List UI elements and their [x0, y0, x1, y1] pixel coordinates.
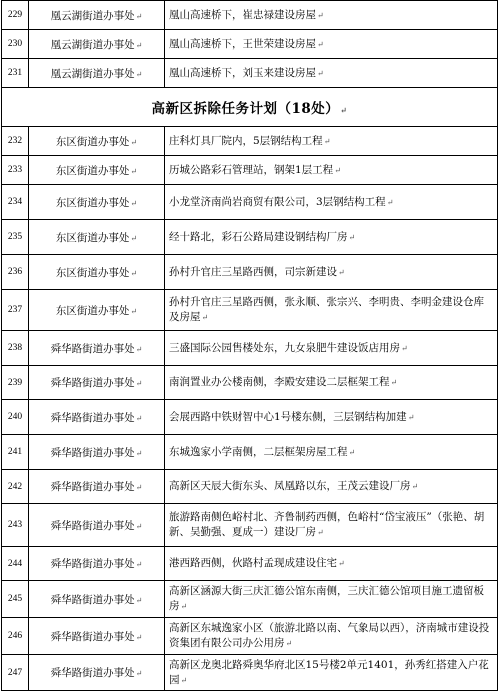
row-number: 238	[2, 331, 29, 366]
office-name: 东区街道办事处	[55, 266, 130, 279]
location-cell	[165, 366, 498, 400]
table-row	[2, 30, 498, 59]
row-number: 239	[2, 366, 29, 400]
location-cell	[165, 30, 498, 59]
location-cell	[165, 220, 498, 255]
office-cell	[29, 59, 165, 88]
table-row	[2, 366, 498, 400]
office-cell	[29, 400, 165, 435]
office-name: 舜华路街道办事处	[50, 446, 135, 459]
location-text: 高新区涵源大街三庆汇德公馆东南侧，三庆汇德公馆项目施工遗留板房	[169, 585, 484, 612]
office-name: 舜华路街道办事处	[50, 342, 135, 355]
location-cell	[165, 1, 498, 30]
table-row	[2, 127, 498, 156]
paragraph-mark: ↵	[401, 343, 408, 353]
location-cell	[165, 290, 498, 331]
paragraph-mark: ↵	[348, 447, 356, 457]
location-cell	[165, 156, 498, 185]
paragraph-mark: ↵	[135, 40, 143, 50]
location-text: 高新区龙奥北路舜奥华府北区15号楼2单元1401，孙秀红搭建入户花园	[169, 658, 489, 686]
table-row	[2, 255, 498, 290]
office-name: 舜华路街道办事处	[50, 593, 135, 606]
office-cell	[29, 547, 165, 581]
row-number: 247	[2, 655, 29, 691]
paragraph-mark: ↵	[180, 602, 188, 611]
office-name: 凰云湖街道办事处	[50, 67, 135, 80]
location-cell	[165, 400, 498, 435]
office-name: 东区街道办事处	[55, 135, 130, 148]
paragraph-mark: ↵	[407, 412, 415, 422]
row-number: 231	[2, 59, 29, 88]
location-cell	[165, 127, 498, 156]
table-row	[2, 290, 498, 331]
paragraph-mark: ↵	[338, 559, 345, 568]
paragraph-mark: ↵	[317, 10, 324, 20]
paragraph-mark: ↵	[135, 379, 143, 388]
location-cell	[165, 435, 498, 470]
section-title-cell	[2, 88, 498, 127]
location-text: 凰山高速桥下，崔忠禄建设房屋	[169, 8, 316, 21]
paragraph-mark: ↵	[180, 675, 188, 685]
paragraph-mark: ↵	[317, 528, 324, 537]
paragraph-mark: ↵	[135, 413, 143, 423]
location-cell	[165, 470, 498, 504]
location-text: 凰山高速桥下，王世荣建设房屋	[169, 37, 316, 50]
table-row	[2, 220, 498, 255]
table-row	[2, 470, 498, 504]
table-row	[2, 435, 498, 470]
paragraph-mark: ↵	[130, 137, 138, 147]
table-row	[2, 331, 498, 366]
office-name: 舜华路街道办事处	[50, 377, 135, 389]
office-cell	[29, 504, 165, 547]
paragraph-mark: ↵	[411, 482, 419, 491]
paragraph-mark: ↵	[340, 105, 348, 115]
office-name: 舜华路街道办事处	[50, 558, 135, 570]
table-body	[2, 1, 498, 691]
office-cell	[29, 435, 165, 470]
location-cell	[165, 255, 498, 290]
row-number: 242	[2, 470, 29, 504]
table-row	[2, 504, 498, 547]
section-header-row	[2, 88, 498, 127]
location-text: 高新区东城逸家小区（旅游北路以南、气象局以西），济南城市建设投资集团有限公司办公用房	[169, 622, 490, 649]
location-text: 历城公路彩石管理站，钢架1层工程	[169, 163, 334, 176]
office-cell	[29, 30, 165, 59]
office-name: 凰云湖街道办事处	[50, 9, 135, 22]
table-row	[2, 59, 498, 88]
location-text: 孙村升官庄三星路西侧，张永顺、张宗兴、李明贵、李明金建设仓库及房屋	[169, 296, 484, 323]
office-cell	[29, 156, 165, 185]
paragraph-mark: ↵	[285, 639, 293, 648]
paragraph-mark: ↵	[135, 560, 143, 569]
row-number: 241	[2, 435, 29, 470]
location-text: 孙村升官庄三星路西侧，司宗新建设	[169, 265, 337, 278]
paragraph-mark: ↵	[130, 233, 138, 243]
location-text: 东城逸家小学南侧，二层框架房屋工程	[169, 445, 348, 458]
paragraph-mark: ↵	[135, 344, 143, 354]
row-number: 245	[2, 581, 29, 618]
row-number: 246	[2, 618, 29, 655]
location-cell	[165, 331, 498, 366]
office-cell	[29, 290, 165, 331]
row-number: 237	[2, 290, 29, 331]
office-name: 舜华路街道办事处	[50, 519, 135, 532]
office-cell	[29, 1, 165, 30]
row-number: 240	[2, 400, 29, 435]
location-text: 高新区天辰大街东头、凤凰路以东，王茂云建设厂房	[169, 480, 411, 492]
paragraph-mark: ↵	[135, 483, 143, 492]
office-name: 凰云湖街道办事处	[50, 38, 135, 51]
location-text: 旅游路南侧色峪村北、齐鲁制药西侧，色峪村“岱宝液压”（张艳、胡新、吴勤强、夏成一）建设厂房	[169, 511, 485, 538]
paragraph-mark: ↵	[135, 69, 143, 79]
paragraph-mark: ↵	[130, 166, 138, 176]
section-title: 高新区拆除任务计划（18处）	[151, 101, 340, 117]
office-cell	[29, 618, 165, 655]
row-number: 244	[2, 547, 29, 581]
location-text: 小龙堂济南尚岩商贸有限公司，3层钢结构工程	[169, 195, 386, 208]
location-cell	[165, 59, 498, 88]
table-row	[2, 400, 498, 435]
paragraph-mark: ↵	[386, 197, 394, 207]
location-cell	[165, 655, 498, 691]
office-cell	[29, 366, 165, 400]
paragraph-mark: ↵	[390, 378, 398, 387]
location-text: 港西路西侧，伙路村孟现成建设住宅	[169, 557, 337, 569]
location-cell	[165, 618, 498, 655]
paragraph-mark: ↵	[334, 165, 341, 175]
office-name: 舜华路街道办事处	[50, 667, 135, 679]
paragraph-mark: ↵	[135, 11, 143, 21]
location-cell	[165, 581, 498, 618]
table-row	[2, 618, 498, 655]
location-cell	[165, 185, 498, 220]
paragraph-mark: ↵	[201, 313, 209, 322]
location-text: 凰山高速桥下，刘玉来建设房屋	[169, 66, 316, 79]
office-name: 东区街道办事处	[55, 304, 130, 317]
table-row	[2, 156, 498, 185]
table-row	[2, 1, 498, 30]
paragraph-mark: ↵	[130, 306, 138, 316]
office-cell	[29, 185, 165, 220]
office-cell	[29, 331, 165, 366]
paragraph-mark: ↵	[135, 595, 143, 605]
table-row	[2, 185, 498, 220]
paragraph-mark: ↵	[130, 268, 138, 278]
paragraph-mark: ↵	[135, 448, 143, 458]
office-name: 舜华路街道办事处	[50, 411, 135, 424]
office-cell	[29, 655, 165, 691]
location-text: 会展西路中铁财智中心1号楼东侧，三层钢结构加建	[169, 410, 407, 423]
office-name: 舜华路街道办事处	[50, 630, 135, 643]
table-row	[2, 581, 498, 618]
row-number: 236	[2, 255, 29, 290]
paragraph-mark: ↵	[135, 669, 143, 678]
row-number: 230	[2, 30, 29, 59]
row-number: 232	[2, 127, 29, 156]
paragraph-mark: ↵	[348, 232, 356, 242]
row-number: 235	[2, 220, 29, 255]
office-name: 舜华路街道办事处	[50, 481, 135, 493]
paragraph-mark: ↵	[338, 267, 345, 277]
row-number: 229	[2, 1, 29, 30]
location-text: 经十路北，彩石公路局建设钢结构厂房	[169, 230, 348, 243]
location-text: 三盛国际公园售楼处东，九女泉肥牛建设饭店用房	[169, 341, 400, 354]
row-number: 234	[2, 185, 29, 220]
paragraph-mark: ↵	[317, 39, 324, 49]
location-text: 南润置业办公楼南侧，李殿安建设二层框架工程	[169, 376, 390, 388]
location-cell	[165, 547, 498, 581]
table-row	[2, 547, 498, 581]
demolition-table	[1, 0, 498, 691]
office-name: 东区街道办事处	[55, 164, 130, 177]
office-cell	[29, 581, 165, 618]
office-name: 东区街道办事处	[55, 196, 130, 209]
paragraph-mark: ↵	[130, 198, 138, 208]
paragraph-mark: ↵	[317, 68, 324, 78]
location-cell	[165, 504, 498, 547]
paragraph-mark: ↵	[135, 632, 143, 642]
table-row	[2, 655, 498, 691]
location-text: 庄科灯具厂院内，5层钢结构工程	[169, 134, 323, 147]
paragraph-mark: ↵	[323, 136, 331, 146]
office-cell	[29, 470, 165, 504]
office-cell	[29, 220, 165, 255]
office-cell	[29, 127, 165, 156]
office-name: 东区街道办事处	[55, 231, 130, 244]
office-cell	[29, 255, 165, 290]
row-number: 233	[2, 156, 29, 185]
row-number: 243	[2, 504, 29, 547]
paragraph-mark: ↵	[135, 521, 143, 531]
